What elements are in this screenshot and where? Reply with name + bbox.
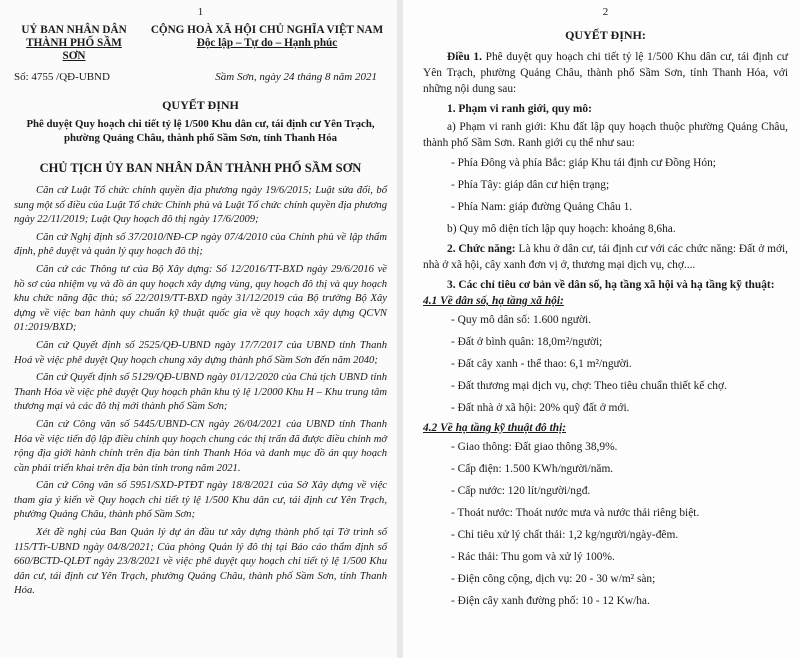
section-3-title: 3. Các chỉ tiêu cơ bản về dân số, hạ tầng xã hội và hạ tầng kỹ thuật: (447, 279, 775, 291)
document-header (14, 24, 387, 63)
national-heading (147, 24, 387, 63)
subtitle-line-2: phường Quảng Châu, thành phố Sầm Sơn, tỉnh Thanh Hóa (64, 132, 337, 144)
subsection-4-1-title: 4.1 Về dân số, hạ tầng xã hội: (423, 295, 564, 307)
infrastructure-item: - Cấp điện: 1.500 KWh/người/năm. (451, 463, 614, 475)
section-1-title: 1. Phạm vi ranh giới, quy mô: (447, 103, 592, 115)
legal-basis: Căn cứ Quyết định số 2525/QĐ-UBND ngày 17/7/2017 của UBND tỉnh Thanh Hoá về việc phê duyệt Quy hoạch chung xây dựng thành phố Sầm Sơn đến năm 2040; (14, 339, 387, 366)
legal-basis: Căn cứ các Thông tư của Bộ Xây dựng: Số 12/2016/TT-BXD ngày 29/6/2016 về hồ sơ của nhiệm vụ và đồ án quy hoạch xây dựng vùng, quy hoạch đô thị và quy hoạch khu chức năng đặc thù; số 22/2019/TT-BXD ngày 31/12/2019 của Bộ trưởng Bộ Xây dựng về việc ban hành quy chuẩn kỹ thuật quốc gia về quy hoạch xây dựng QCVN 01:2019/BXD; (14, 263, 387, 334)
infrastructure-item: - Cấp nước: 120 lít/người/ngđ. (451, 485, 591, 497)
legal-basis: Căn cứ Công văn số 5951/SXD-PTĐT ngày 18/8/2021 của Sở Xây dựng về việc tham gia ý kiến về Quy hoạch chi tiết tỷ lệ 1/500 Khu dân cư, tái định cư Yên Trạch, phường Quảng Châu, thành phố Sầm Sơn; (14, 480, 387, 521)
boundary-item: - Phía Nam: giáp đường Quảng Châu 1. (451, 201, 633, 213)
article-1-label: Điều 1. (447, 51, 482, 63)
document-number: Số: 4755 /QĐ-UBND (14, 71, 110, 83)
infrastructure-item: - Chỉ tiêu xử lý chất thải: 1,2 kg/người/ngày-đêm. (451, 529, 679, 541)
section-1-b: b) Quy mô diện tích lập quy hoạch: khoảng 8,6ha. (447, 223, 676, 235)
legal-basis: Căn cứ Công văn số 5445/UBND-CN ngày 26/04/2021 của UBND tỉnh Thanh Hóa về việc tiến độ lập điều chỉnh quy hoạch chung các thị trấn đã được điều chỉnh mở rộng địa giới hành chính trên địa bàn tỉnh Thanh Hóa và danh mục đồ án quy hoạch cần phải triển khai trên địa bàn tỉnh trong năm 2021. (14, 418, 387, 474)
document-subtitle (14, 117, 387, 145)
decision-heading: QUYẾT ĐỊNH: (565, 28, 646, 42)
indicator-item: - Đất thương mại dịch vụ, chợ: Theo tiêu chuẩn thiết kế chợ. (451, 380, 727, 392)
article-1 (423, 49, 788, 97)
document-page-2 (403, 0, 800, 658)
document-title: QUYẾT ĐỊNH (162, 98, 239, 112)
article-1-text: Phê duyệt quy hoạch chi tiết tỷ lệ 1/500 Khu dân cư, tái định cư Yên Trạch, phường Quảng Châu, thành phố Sầm Sơn, tỉnh Thanh Hóa, với những nội dung sau: (423, 51, 788, 95)
org-line-1: UỶ BAN NHÂN DÂN (21, 24, 127, 36)
nation-name: CỘNG HOÀ XÃ HỘI CHỦ NGHĨA VIỆT NAM (150, 24, 384, 36)
place-date: Sầm Sơn, ngày 24 tháng 8 năm 2021 (215, 71, 377, 83)
page-number: 1 (197, 6, 204, 18)
indicator-item: - Đất nhà ở xã hội: 20% quỹ đất ở mới. (451, 402, 630, 414)
boundary-item: - Phía Đông và phía Bắc: giáp Khu tái định cư Đồng Hón; (451, 157, 716, 169)
boundary-item: - Phía Tây: giáp dân cư hiện trạng; (451, 179, 610, 191)
subsection-4-2-title: 4.2 Về hạ tầng kỹ thuật đô thị: (423, 422, 567, 434)
issuing-authority (14, 24, 134, 63)
indicator-item: - Đất ở bình quân: 18,0m²/người; (451, 336, 603, 348)
section-2 (423, 241, 788, 273)
org-line-2: THÀNH PHỐ SẦM SƠN (26, 37, 122, 62)
number-date-row (14, 71, 387, 83)
infrastructure-item: - Rác thải: Thu gom và xử lý 100%. (451, 551, 615, 563)
infrastructure-item: - Thoát nước: Thoát nước mưa và nước thải riêng biệt. (451, 507, 700, 519)
document-page-1 (0, 0, 397, 658)
section-2-label: 2. Chức năng: (447, 243, 516, 255)
page-number: 2 (602, 6, 609, 18)
national-motto: Độc lập – Tự do – Hạnh phúc (196, 37, 338, 49)
legal-basis: Xét đề nghị của Ban Quản lý dự án đầu tư xây dựng thành phố tại Tờ trình số 115/TTr-UBND ngày 04/8/2021; Của phòng Quản lý đô thị tại Báo cáo thẩm định số 660/BCTD-QLĐT ngày 23/8/2021 về việc phê duyệt quy hoạch chi tiết tỷ lệ 1/500 Khu dân cư, tái định cư Yên Trạch, phường Quảng Châu, thành phố Sầm Sơn, tỉnh Thanh Hóa. (14, 527, 387, 597)
infrastructure-item: - Điện cây xanh đường phố: 10 - 12 Kw/ha. (451, 595, 650, 607)
section-1-a: a) Phạm vi ranh giới: Khu đất lập quy hoạch thuộc phường Quảng Châu, thành phố Sầm Sơn. Ranh giới cụ thể như sau: (423, 121, 788, 149)
section-2-text: Là khu ở dân cư, tái định cư với các chức năng: Đất ở mới, nhà ở xã hội, cây xanh đơn vị ở, thương mại dịch vụ, chợ.... (423, 243, 788, 271)
legal-basis: Căn cứ Quyết định số 5129/QĐ-UBND ngày 01/12/2020 của Chủ tịch UBND tỉnh Thanh Hóa về việc phê duyệt Quy hoạch phân khu tỷ lệ 1/2000 Khu H – Khu trung tâm thương mại và các đô thị mới thành phố Sầm Sơn; (14, 372, 387, 413)
authority-heading: CHỦ TỊCH ỦY BAN NHÂN DÂN THÀNH PHỐ SẦM SƠN (39, 161, 362, 175)
indicator-item: - Quy mô dân số: 1.600 người. (451, 314, 592, 326)
indicator-item: - Đất cây xanh - thể thao: 6,1 m²/người. (451, 358, 632, 370)
infrastructure-item: - Điện công cộng, dịch vụ: 20 - 30 w/m² sàn; (451, 573, 656, 585)
subtitle-line-1: Phê duyệt Quy hoạch chi tiết tỷ lệ 1/500 Khu dân cư, tái định cư Yên Trạch, (26, 118, 375, 130)
legal-basis: Căn cứ Nghị định số 37/2010/NĐ-CP ngày 07/4/2010 của Chính phủ về lập thẩm định, phê duyệt và quản lý quy hoạch đô thị; (14, 231, 387, 258)
legal-basis: Căn cứ Luật Tổ chức chính quyền địa phương ngày 19/6/2015; Luật sửa đổi, bổ sung một số điều của Luật Tổ chức Chính phủ và Luật Tổ chức chính quyền địa phương ngày 22/11/2019; Luật Quy hoạch đô thị ngày 17/6/2009; (14, 185, 387, 226)
infrastructure-item: - Giao thông: Đất giao thông 38,9%. (451, 441, 618, 453)
